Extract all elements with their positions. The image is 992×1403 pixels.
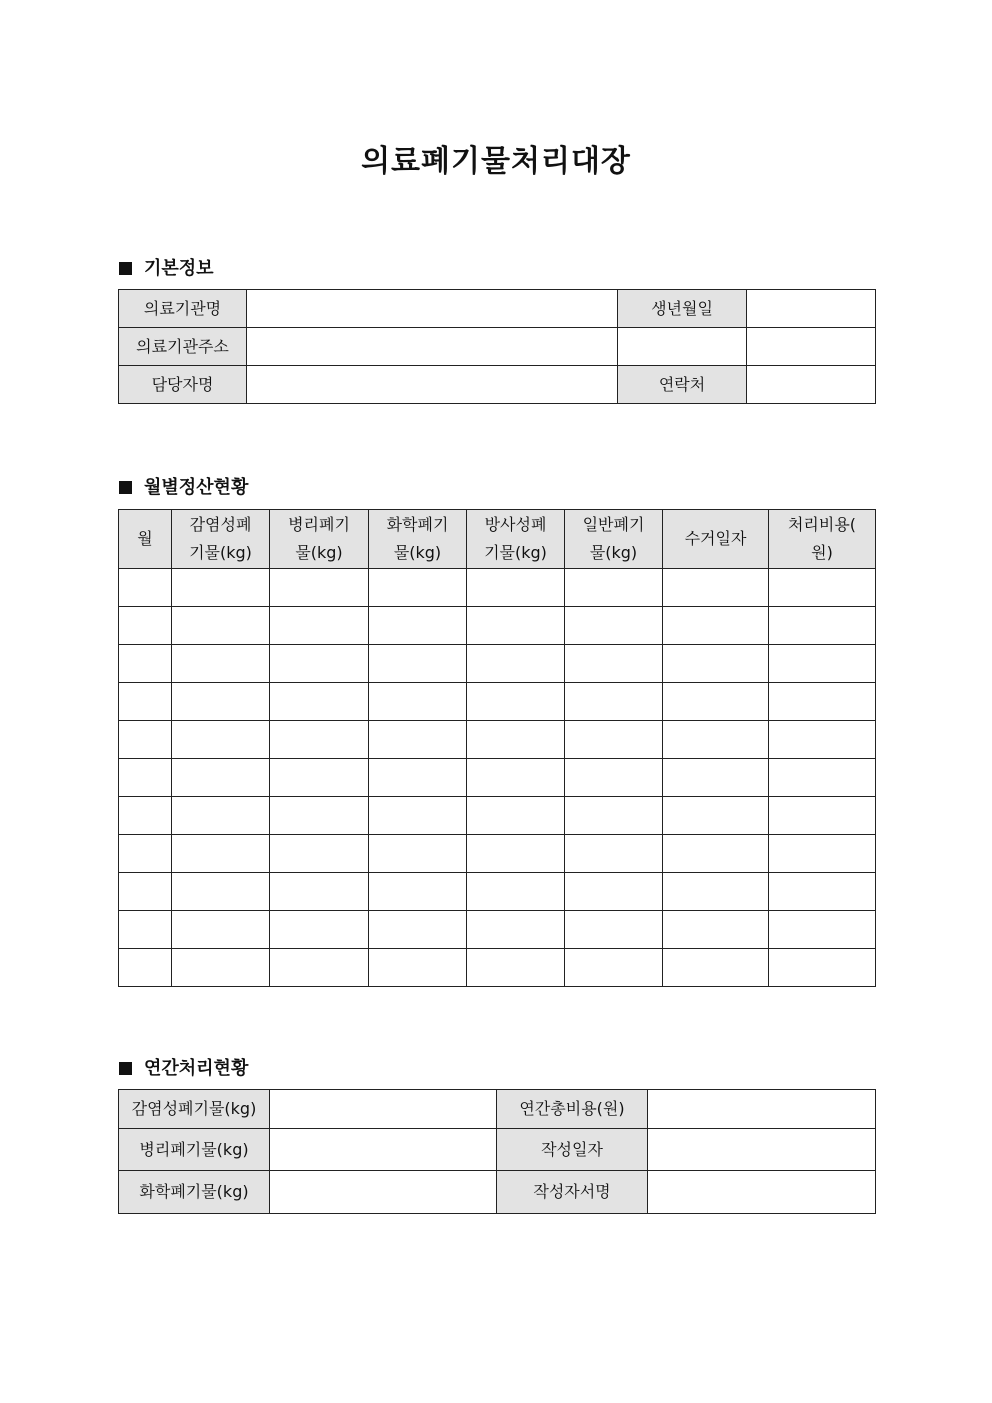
table-row [119,759,876,797]
table-cell[interactable] [769,645,876,683]
birth-date-label: 생년월일 [618,290,747,328]
contact-label: 연락처 [618,366,747,404]
basic-info-table [118,289,876,404]
table-cell[interactable] [467,949,565,987]
table-cell[interactable] [369,721,467,759]
annual-chemical-label: 화학폐기물(kg) [119,1171,270,1214]
table-cell[interactable] [172,911,270,949]
table-cell[interactable] [119,835,172,873]
col-header-chemical: 화학폐기 물(kg) [369,510,467,569]
table-cell[interactable] [565,683,663,721]
table-cell[interactable] [172,797,270,835]
col-header-radioactive: 방사성폐 기물(kg) [467,510,565,569]
table-cell[interactable] [663,607,769,645]
table-cell[interactable] [369,759,467,797]
annual-total-cost-field[interactable] [648,1090,876,1129]
institution-address-label: 의료기관주소 [119,328,247,366]
table-cell[interactable] [270,607,369,645]
table-cell[interactable] [663,645,769,683]
table-cell[interactable] [467,569,565,607]
table-row [119,797,876,835]
table-row [119,835,876,873]
manager-name-label: 담당자명 [119,366,247,404]
square-bullet-icon [119,262,132,275]
table-cell[interactable] [369,835,467,873]
written-date-field[interactable] [648,1129,876,1171]
section-title: 기본정보 [144,258,214,279]
table-cell[interactable] [467,721,565,759]
col-header-month: 월 [119,510,172,569]
annual-chemical-field[interactable] [270,1171,497,1214]
table-cell[interactable] [270,569,369,607]
table-cell[interactable] [270,683,369,721]
table-cell[interactable] [270,759,369,797]
table-cell[interactable] [369,873,467,911]
table-cell[interactable] [369,683,467,721]
section-title: 월별정산현황 [144,477,249,498]
table-cell[interactable] [769,911,876,949]
table-row [119,949,876,987]
table-cell[interactable] [565,569,663,607]
table-row [119,721,876,759]
section-heading-basic-info [119,254,214,280]
table-row [119,911,876,949]
table-cell[interactable] [467,797,565,835]
table-row [119,366,876,404]
col-header-general: 일반폐기 물(kg) [565,510,663,569]
table-cell[interactable] [172,569,270,607]
table-cell[interactable] [467,607,565,645]
monthly-settlement-table [118,509,876,987]
blank-cell[interactable] [618,328,747,366]
table-cell[interactable] [769,607,876,645]
table-row [119,1090,876,1129]
table-cell[interactable] [270,873,369,911]
table-cell[interactable] [369,607,467,645]
table-cell[interactable] [119,721,172,759]
table-cell[interactable] [369,645,467,683]
table-cell[interactable] [467,683,565,721]
table-cell[interactable] [172,607,270,645]
table-row [119,873,876,911]
table-row [119,569,876,607]
table-cell[interactable] [565,911,663,949]
annual-pathological-field[interactable] [270,1129,497,1171]
writer-signature-field[interactable] [648,1171,876,1214]
table-cell[interactable] [769,569,876,607]
table-cell[interactable] [565,835,663,873]
table-cell[interactable] [119,607,172,645]
table-cell[interactable] [172,721,270,759]
table-cell[interactable] [663,683,769,721]
table-cell[interactable] [172,835,270,873]
table-cell[interactable] [119,911,172,949]
table-cell[interactable] [769,759,876,797]
section-heading-monthly [119,473,248,499]
annual-infectious-label: 감염성폐기물(kg) [119,1090,270,1129]
contact-field[interactable] [747,366,876,404]
table-cell[interactable] [119,569,172,607]
table-cell[interactable] [270,797,369,835]
table-cell[interactable] [769,873,876,911]
table-cell[interactable] [769,797,876,835]
table-cell[interactable] [119,683,172,721]
table-cell[interactable] [172,683,270,721]
table-cell[interactable] [119,949,172,987]
page-title: 의료폐기물처리대장 [361,144,631,179]
col-header-infectious: 감염성폐 기물(kg) [172,510,270,569]
section-title: 연간처리현황 [144,1058,249,1079]
table-cell[interactable] [769,683,876,721]
table-cell[interactable] [270,721,369,759]
table-row [119,1171,876,1214]
section-heading-annual [119,1054,248,1080]
table-row [119,683,876,721]
table-cell[interactable] [369,949,467,987]
table-cell[interactable] [270,911,369,949]
table-cell[interactable] [467,835,565,873]
institution-name-field[interactable] [247,290,618,328]
table-row [119,607,876,645]
table-cell[interactable] [172,873,270,911]
table-cell[interactable] [565,949,663,987]
table-cell[interactable] [769,721,876,759]
table-cell[interactable] [565,797,663,835]
annual-summary-table [118,1089,876,1214]
col-header-cost: 처리비용( 원) [769,510,876,569]
institution-address-field[interactable] [247,328,618,366]
birth-date-field[interactable] [747,290,876,328]
writer-signature-label: 작성자서명 [497,1171,648,1214]
table-cell[interactable] [663,835,769,873]
table-cell[interactable] [369,569,467,607]
table-cell[interactable] [565,759,663,797]
table-row [119,290,876,328]
table-cell[interactable] [270,645,369,683]
table-cell[interactable] [270,949,369,987]
table-cell[interactable] [119,645,172,683]
table-cell[interactable] [565,607,663,645]
table-cell[interactable] [270,835,369,873]
written-date-label: 작성일자 [497,1129,648,1171]
table-cell[interactable] [663,873,769,911]
table-cell[interactable] [119,759,172,797]
annual-total-cost-label: 연간총비용(원) [497,1090,648,1129]
table-row [119,645,876,683]
table-cell[interactable] [369,797,467,835]
table-cell[interactable] [119,873,172,911]
table-cell[interactable] [663,759,769,797]
table-cell[interactable] [467,873,565,911]
col-header-collection-date: 수거일자 [663,510,769,569]
table-cell[interactable] [769,949,876,987]
square-bullet-icon [119,481,132,494]
blank-cell[interactable] [747,328,876,366]
header-row [119,510,876,569]
institution-name-label: 의료기관명 [119,290,247,328]
table-cell[interactable] [663,949,769,987]
table-cell[interactable] [172,759,270,797]
monthly-rows [119,569,876,987]
table-cell[interactable] [369,911,467,949]
table-cell[interactable] [565,721,663,759]
table-cell[interactable] [663,911,769,949]
table-cell[interactable] [663,721,769,759]
col-header-pathological: 병리폐기 물(kg) [270,510,369,569]
table-cell[interactable] [467,911,565,949]
table-cell[interactable] [663,797,769,835]
annual-infectious-field[interactable] [270,1090,497,1129]
table-cell[interactable] [565,873,663,911]
table-cell[interactable] [172,645,270,683]
table-cell[interactable] [119,797,172,835]
annual-pathological-label: 병리폐기물(kg) [119,1129,270,1171]
table-cell[interactable] [467,645,565,683]
table-cell[interactable] [172,949,270,987]
table-cell[interactable] [467,759,565,797]
table-row [119,1129,876,1171]
table-cell[interactable] [565,645,663,683]
manager-name-field[interactable] [247,366,618,404]
table-cell[interactable] [769,835,876,873]
table-row [119,328,876,366]
table-cell[interactable] [663,569,769,607]
square-bullet-icon [119,1062,132,1075]
